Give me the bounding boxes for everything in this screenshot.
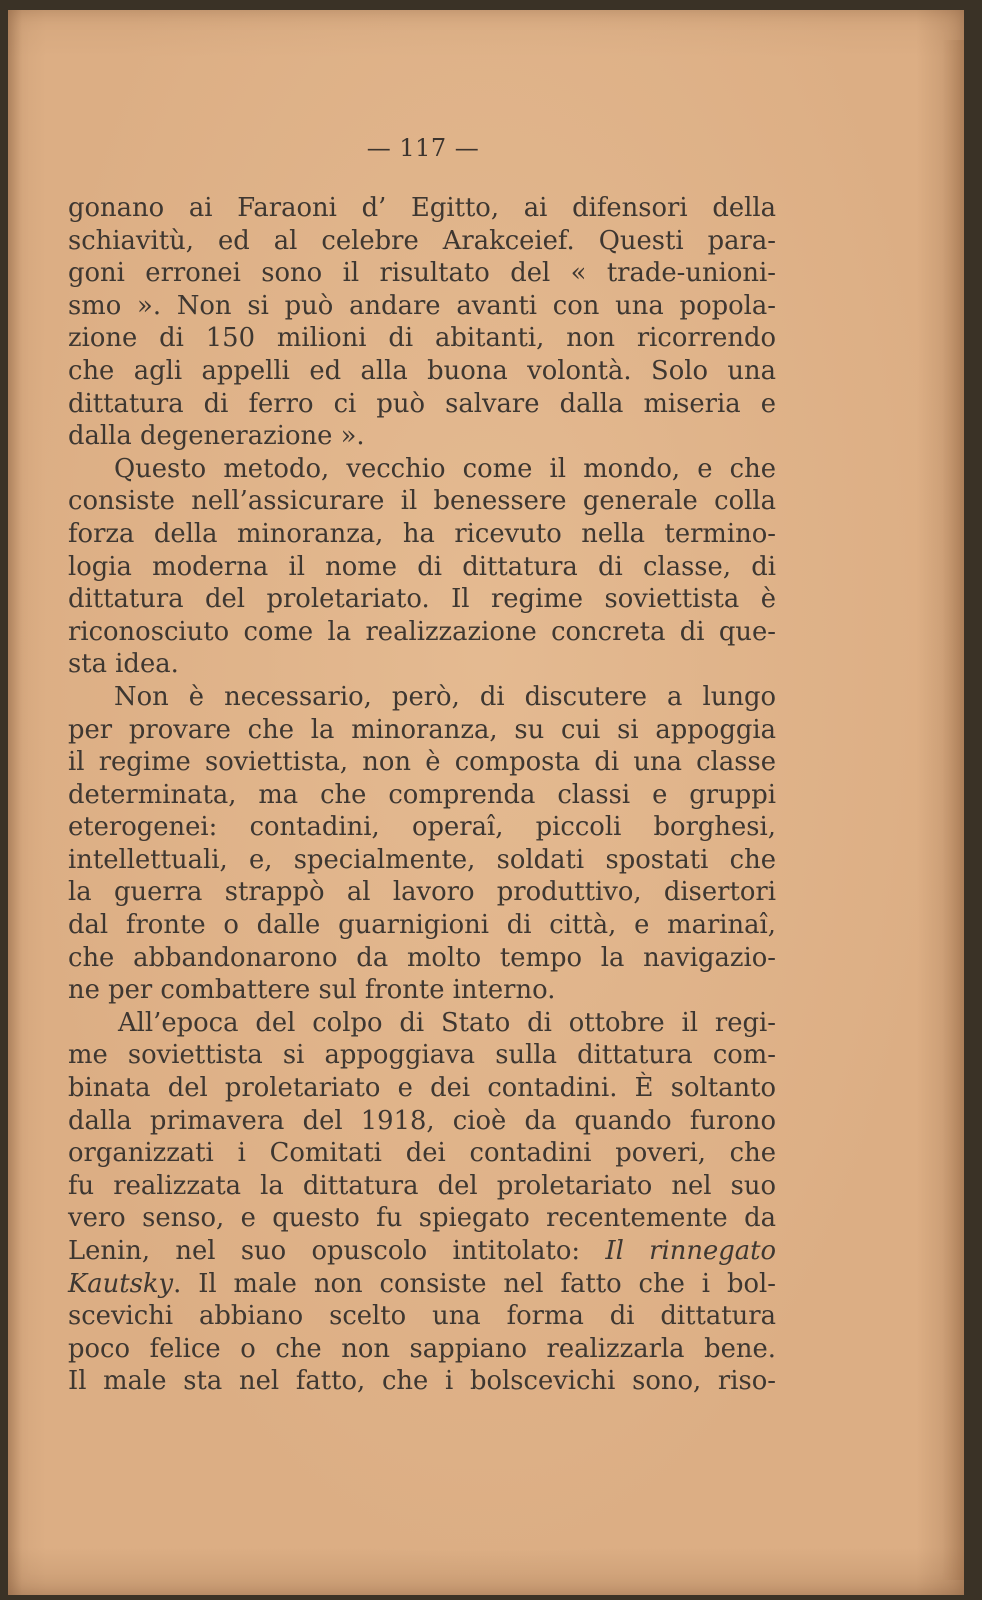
text-line: intellettuali, e, specialmente, soldati spostati che	[68, 844, 776, 875]
text-line: sta idea.	[68, 649, 179, 680]
paragraph-1	[68, 192, 776, 453]
paragraph-2	[68, 453, 776, 681]
text-line: Non è necessario, però, di discutere a lungo	[114, 681, 776, 712]
text-line: organizzati i Comitati dei contadini poveri, che	[68, 1138, 776, 1169]
text-line-title-end	[68, 1268, 776, 1301]
text-line: per provare che la minoranza, su cui si appoggia	[68, 714, 776, 745]
text-line: dalla degenerazione ».	[68, 421, 365, 452]
text-line: fu realizzata la dittatura del proletariato nel suo	[68, 1170, 776, 1201]
book-title-fragment: Il rinnegato	[605, 1236, 777, 1266]
text-fragment: Lenin, nel suo opuscolo intitolato:	[68, 1236, 581, 1266]
text-line: me soviettista si appoggiava sulla dittatura com-	[68, 1040, 776, 1071]
text-line: smo ». Non si può andare avanti con una popola-	[68, 290, 776, 321]
text-line: dal fronte o dalle guarnigioni di città, e marinaî,	[68, 910, 776, 941]
text-line: poco felice o che non sappiano realizzarla bene.	[68, 1333, 776, 1364]
text-line: vero senso, e questo fu spiegato recentemente da	[68, 1203, 776, 1234]
text-line: determinata, ma che comprenda classi e gruppi	[68, 779, 776, 810]
text-line: forza della minoranza, ha ricevuto nella termino-	[68, 518, 776, 549]
text-line: Questo metodo, vecchio come il mondo, e che	[114, 453, 776, 484]
text-line: binata del proletariato e dei contadini. È soltanto	[68, 1073, 776, 1104]
text-line: schiavitù, ed al celebre Arakceief. Questi para-	[68, 225, 776, 256]
text-line: che agli appelli ed alla buona volontà. Solo una	[68, 355, 776, 386]
text-line: Il male sta nel fatto, che i bolscevichi sono, riso-	[68, 1366, 776, 1397]
text-line: goni erronei sono il risultato del « trade-unioni-	[68, 258, 776, 289]
text-line: il regime soviettista, non è composta di una classe	[68, 747, 776, 778]
page-right-edge	[942, 40, 964, 1580]
text-line: zione di 150 milioni di abitanti, non ricorrendo	[68, 323, 776, 354]
text-line: dalla primavera del 1918, cioè da quando furono	[68, 1105, 776, 1136]
text-line: dittatura del proletariato. Il regime soviettista è	[68, 584, 776, 615]
body-text	[68, 192, 776, 1398]
text-line: All’epoca del colpo di Stato di ottobre il regi-	[118, 1007, 776, 1038]
text-line: consiste nell’assicurare il benessere generale colla	[68, 486, 776, 517]
page-number: — 117 —	[366, 134, 480, 162]
text-line: la guerra strappò al lavoro produttivo, disertori	[68, 877, 776, 908]
text-line: dittatura di ferro ci può salvare dalla miseria e	[68, 388, 776, 419]
paragraph-3	[68, 681, 776, 1007]
paragraph-4	[68, 1007, 776, 1398]
text-line: scevichi abbiano scelto una forma di dittatura	[68, 1301, 776, 1332]
book-page	[8, 10, 964, 1595]
text-line: riconosciuto come la realizzazione concreta di que-	[68, 616, 776, 647]
page-left-edge	[8, 10, 22, 1595]
book-title-fragment: Kautsky	[68, 1268, 174, 1299]
text-line: eterogenei: contadini, operaî, piccoli borghesi,	[68, 812, 776, 843]
text-line: logia moderna il nome di dittatura di classe, di	[68, 551, 776, 582]
text-line: che abbandonarono da molto tempo la navigazio-	[68, 942, 776, 973]
text-line-title-start	[68, 1235, 776, 1268]
text-line: gonano ai Faraoni d’ Egitto, ai difensori della	[68, 193, 776, 223]
text-fragment: . Il male non consiste nel fatto che i bol-	[173, 1268, 776, 1299]
text-line: ne per combattere sul fronte interno.	[68, 975, 556, 1006]
